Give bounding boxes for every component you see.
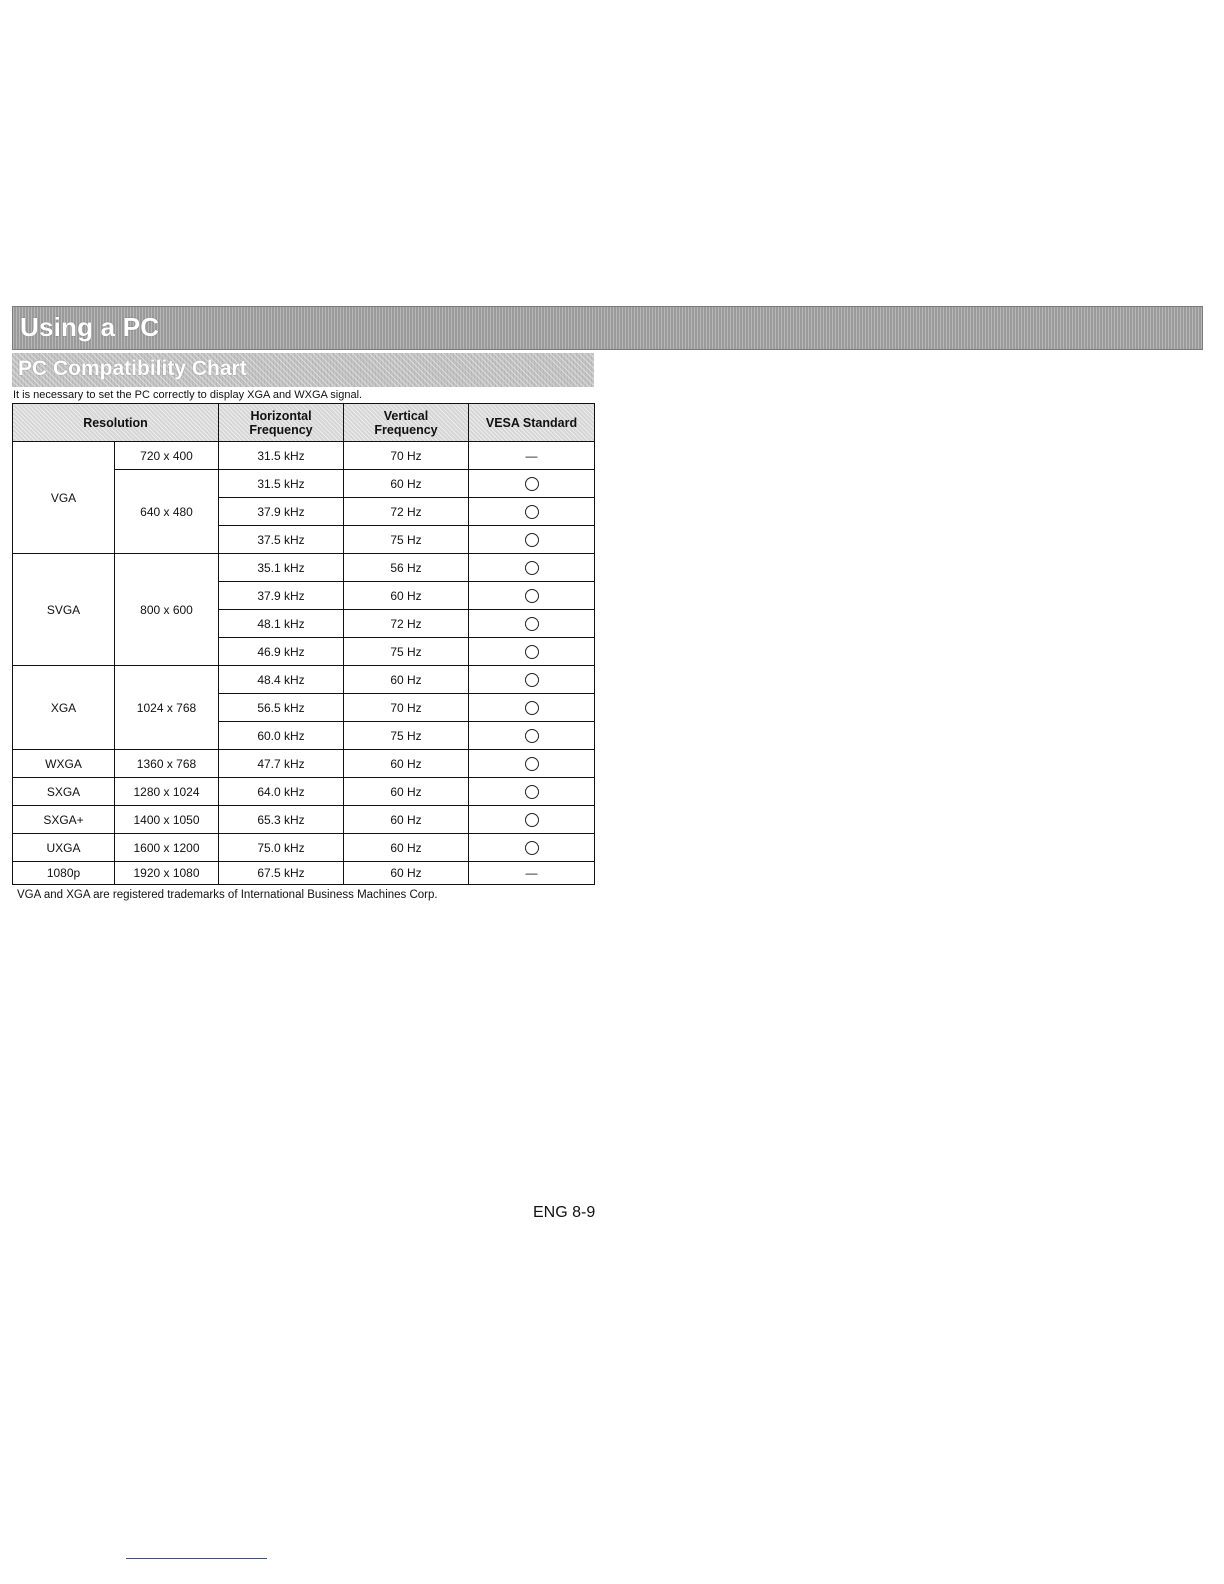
table-row	[13, 834, 595, 862]
vertical-frequency-cell: 60 Hz	[344, 834, 469, 862]
vertical-frequency-cell: 75 Hz	[344, 526, 469, 554]
trademark-footnote: VGA and XGA are registered trademarks of International Business Machines Corp.	[17, 889, 438, 901]
vesa-standard-cell	[469, 694, 595, 722]
vertical-frequency-cell: 60 Hz	[344, 806, 469, 834]
vesa-standard-cell	[469, 610, 595, 638]
table-row	[13, 554, 595, 582]
horizontal-frequency-cell: 46.9 kHz	[219, 638, 344, 666]
header-vesa-standard: VESA Standard	[469, 404, 595, 442]
dash-icon: —	[525, 866, 538, 881]
circle-check-icon	[525, 813, 539, 827]
resolution-cell: 1600 x 1200	[115, 834, 219, 862]
vertical-frequency-cell: 60 Hz	[344, 470, 469, 498]
section-title: Using a PC	[20, 312, 160, 342]
resolution-cell: 800 x 600	[115, 554, 219, 666]
signal-type-cell: XGA	[13, 666, 115, 750]
vesa-standard-cell	[469, 806, 595, 834]
table-row	[13, 750, 595, 778]
subsection-title: PC Compatibility Chart	[18, 357, 247, 380]
horizontal-frequency-cell: 67.5 kHz	[219, 862, 344, 885]
horizontal-frequency-cell: 47.7 kHz	[219, 750, 344, 778]
signal-type-cell: SXGA+	[13, 806, 115, 834]
page-number: ENG 8-9	[533, 1204, 596, 1221]
vertical-frequency-cell: 60 Hz	[344, 862, 469, 885]
signal-type-cell: 1080p	[13, 862, 115, 885]
circle-check-icon	[525, 729, 539, 743]
pc-compatibility-table	[12, 403, 595, 885]
table-row	[13, 806, 595, 834]
vesa-standard-cell	[469, 470, 595, 498]
header-vertical-frequency	[344, 404, 469, 442]
resolution-cell: 640 x 480	[115, 470, 219, 554]
vertical-frequency-cell: 72 Hz	[344, 498, 469, 526]
horizontal-frequency-cell: 48.4 kHz	[219, 666, 344, 694]
horizontal-frequency-cell: 37.9 kHz	[219, 582, 344, 610]
horizontal-frequency-cell: 37.5 kHz	[219, 526, 344, 554]
header-horizontal-frequency-label: Horizontal Frequency	[249, 408, 313, 437]
table-row	[13, 666, 595, 694]
vesa-standard-cell	[469, 834, 595, 862]
circle-check-icon	[525, 561, 539, 575]
vesa-standard-cell	[469, 554, 595, 582]
signal-type-cell: UXGA	[13, 834, 115, 862]
vertical-frequency-cell: 75 Hz	[344, 722, 469, 750]
subsection-banner	[12, 353, 594, 387]
section-banner	[12, 306, 1203, 350]
signal-type-cell: WXGA	[13, 750, 115, 778]
horizontal-frequency-cell: 31.5 kHz	[219, 470, 344, 498]
horizontal-frequency-cell: 56.5 kHz	[219, 694, 344, 722]
resolution-cell: 1280 x 1024	[115, 778, 219, 806]
circle-check-icon	[525, 785, 539, 799]
resolution-cell: 720 x 400	[115, 442, 219, 470]
signal-type-cell: VGA	[13, 442, 115, 554]
circle-check-icon	[525, 533, 539, 547]
horizontal-frequency-cell: 65.3 kHz	[219, 806, 344, 834]
vesa-standard-cell	[469, 862, 595, 885]
circle-check-icon	[525, 589, 539, 603]
circle-check-icon	[525, 841, 539, 855]
horizontal-frequency-cell: 75.0 kHz	[219, 834, 344, 862]
vesa-standard-cell	[469, 442, 595, 470]
signal-type-cell: SXGA	[13, 778, 115, 806]
circle-check-icon	[525, 617, 539, 631]
vertical-frequency-cell: 60 Hz	[344, 778, 469, 806]
table-row	[13, 862, 595, 885]
table-header-row	[13, 404, 595, 442]
header-horizontal-frequency	[219, 404, 344, 442]
table-row	[13, 442, 595, 470]
vertical-frequency-cell: 56 Hz	[344, 554, 469, 582]
circle-check-icon	[525, 701, 539, 715]
circle-check-icon	[525, 477, 539, 491]
vesa-standard-cell	[469, 666, 595, 694]
vertical-frequency-cell: 70 Hz	[344, 694, 469, 722]
resolution-cell: 1024 x 768	[115, 666, 219, 750]
resolution-cell: 1360 x 768	[115, 750, 219, 778]
horizontal-frequency-cell: 35.1 kHz	[219, 554, 344, 582]
vesa-standard-cell	[469, 750, 595, 778]
vesa-standard-cell	[469, 582, 595, 610]
horizontal-frequency-cell: 31.5 kHz	[219, 442, 344, 470]
resolution-cell: 1920 x 1080	[115, 862, 219, 885]
circle-check-icon	[525, 645, 539, 659]
horizontal-frequency-cell: 37.9 kHz	[219, 498, 344, 526]
circle-check-icon	[525, 757, 539, 771]
dash-icon: —	[525, 448, 538, 463]
horizontal-frequency-cell: 48.1 kHz	[219, 610, 344, 638]
vertical-frequency-cell: 60 Hz	[344, 582, 469, 610]
vertical-frequency-cell: 72 Hz	[344, 610, 469, 638]
table-row	[13, 778, 595, 806]
header-resolution: Resolution	[13, 404, 219, 442]
vertical-frequency-cell: 60 Hz	[344, 750, 469, 778]
vertical-frequency-cell: 70 Hz	[344, 442, 469, 470]
horizontal-frequency-cell: 60.0 kHz	[219, 722, 344, 750]
circle-check-icon	[525, 673, 539, 687]
vesa-standard-cell	[469, 526, 595, 554]
vertical-frequency-cell: 75 Hz	[344, 638, 469, 666]
vesa-standard-cell	[469, 722, 595, 750]
resolution-cell: 1400 x 1050	[115, 806, 219, 834]
footer-rule	[126, 1558, 267, 1559]
vertical-frequency-cell: 60 Hz	[344, 666, 469, 694]
circle-check-icon	[525, 505, 539, 519]
signal-type-cell: SVGA	[13, 554, 115, 666]
vesa-standard-cell	[469, 638, 595, 666]
header-vertical-frequency-label: Vertical Frequency	[374, 408, 438, 437]
horizontal-frequency-cell: 64.0 kHz	[219, 778, 344, 806]
intro-text: It is necessary to set the PC correctly to display XGA and WXGA signal.	[13, 389, 363, 401]
vesa-standard-cell	[469, 778, 595, 806]
vesa-standard-cell	[469, 498, 595, 526]
